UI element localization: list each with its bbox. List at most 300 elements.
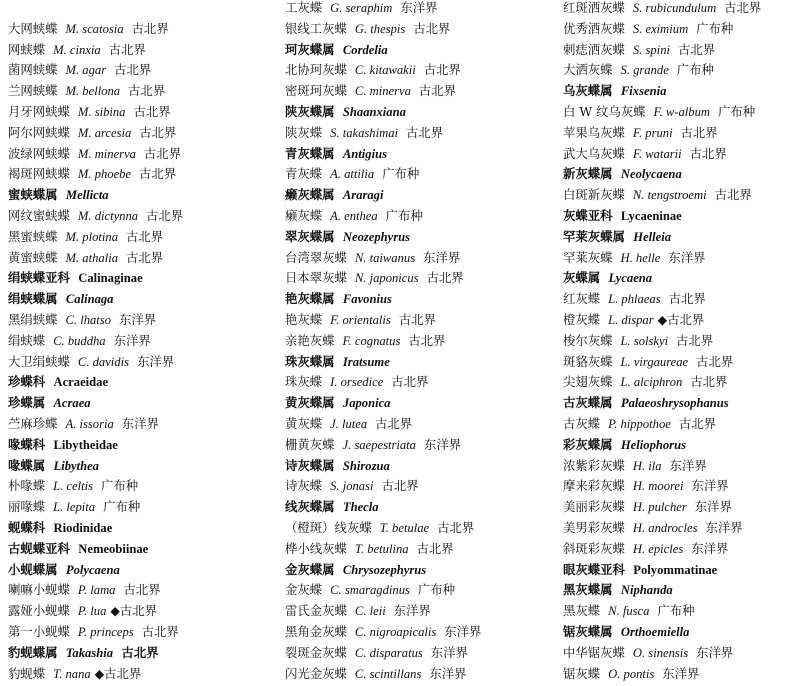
species-row: [563, 664, 808, 685]
chinese-name: 美男彩灰蝶: [563, 519, 625, 535]
distribution-region: 东洋界: [691, 540, 729, 556]
distribution-region: 广布种: [717, 103, 756, 119]
taxon-heading-row: [563, 206, 808, 227]
taxon-heading-row: [285, 144, 555, 165]
species-row: [563, 352, 808, 373]
chinese-name: 线灰蝶属: [285, 499, 335, 515]
distribution-region: 广布种: [100, 478, 139, 494]
chinese-name: 武大乌灰蝶: [563, 145, 625, 161]
species-row: [8, 414, 280, 435]
distribution-region: 古北界: [131, 20, 169, 36]
chinese-name: 喇嘛小蚬蝶: [8, 582, 70, 598]
distribution-region: 东洋界: [118, 311, 157, 327]
scientific-name: Shirozua: [342, 458, 390, 473]
distribution-region: 古北界: [668, 291, 706, 307]
chinese-name: 梭尔灰蝶: [563, 332, 613, 348]
species-row: [285, 164, 555, 185]
scientific-name: L. virgaureae: [620, 354, 689, 369]
species-row: [8, 81, 280, 102]
distribution-region: 东洋界: [444, 623, 482, 639]
chinese-name: 古蚬蝶亚科: [8, 540, 70, 556]
taxon-latin-name: Polyommatinae: [633, 562, 718, 577]
scientific-name: S. takashimai: [330, 125, 398, 140]
scientific-name: M. minerva: [77, 146, 136, 161]
scientific-name: H. ila: [632, 458, 662, 473]
species-row: [285, 60, 555, 81]
taxon-heading-row: [8, 435, 280, 456]
distribution-region: 古北界: [677, 41, 716, 57]
chinese-name: 网纹蜜蛱蝶: [8, 207, 70, 223]
chinese-name: 摩来彩灰蝶: [563, 478, 625, 494]
scientific-name: P. hippothoe: [608, 416, 671, 431]
taxon-heading-row: [285, 560, 555, 581]
distribution-region: 东洋界: [121, 415, 159, 431]
species-row: [285, 310, 555, 331]
taxon-heading-row: [8, 393, 280, 414]
taxon-heading-row: [8, 185, 280, 206]
distribution-region: 古北界: [398, 311, 436, 327]
scientific-name: M. dictynna: [77, 208, 139, 223]
chinese-name: 桦小线灰蝶: [285, 540, 347, 556]
chinese-name: 阿尔网蛱蝶: [8, 124, 70, 140]
species-row: [563, 476, 808, 497]
chinese-name: 美丽彩灰蝶: [563, 499, 625, 515]
scientific-name: L. phlaeas: [608, 292, 661, 307]
chinese-name: 罕莱灰蝶: [563, 249, 613, 265]
species-row: [8, 580, 280, 601]
distribution-region: 古北界: [413, 20, 451, 36]
taxon-latin-name: Nemeobiinae: [78, 541, 149, 556]
taxon-heading-row: [285, 40, 555, 61]
taxon-heading-row: [8, 372, 280, 393]
scientific-name: C. leii: [354, 604, 386, 619]
chinese-name: 珂灰蝶属: [285, 41, 335, 57]
scientific-name: Libythea: [53, 458, 99, 473]
chinese-name: 锯灰蝶: [563, 665, 601, 681]
chinese-name: 尖翅灰蝶: [563, 374, 613, 390]
chinese-name: 红灰蝶: [563, 291, 601, 307]
distribution-region: 古北界: [426, 270, 464, 286]
species-row: [285, 539, 555, 560]
chinese-name: 绢蛱蝶: [8, 332, 46, 348]
distribution-region: 广布种: [657, 603, 695, 619]
distribution-region: 古北界: [139, 124, 177, 140]
scientific-name: F. pruni: [632, 125, 673, 140]
species-row: [8, 144, 280, 165]
taxon-heading-row: [8, 560, 280, 581]
scientific-name: S. grande: [620, 63, 669, 78]
scientific-name: C. minerva: [354, 84, 411, 99]
chinese-name: 黑灰蝶: [563, 603, 601, 619]
taxon-heading-row: [563, 393, 808, 414]
chinese-name: 古灰蝶属: [563, 395, 613, 411]
taxon-heading-row: [8, 289, 280, 310]
species-row: [285, 622, 555, 643]
scientific-name: N. japonicus: [354, 271, 419, 286]
chinese-name: 朴喙蝶: [8, 478, 46, 494]
chinese-name: 眼灰蝶亚科: [563, 561, 625, 577]
chinese-name: 艳灰蝶属: [285, 291, 335, 307]
distribution-region: 古北界: [678, 415, 716, 431]
scientific-name: Heliophorus: [620, 437, 686, 452]
chinese-name: 绢蛱蝶属: [8, 291, 58, 307]
species-row: [563, 0, 808, 19]
chinese-name: 橙灰蝶: [563, 311, 601, 327]
chinese-name: 斜斑彩灰蝶: [563, 540, 625, 556]
species-row: [563, 331, 808, 352]
scientific-name: C. nigroapicalis: [354, 624, 437, 639]
taxon-heading-row: [563, 227, 808, 248]
chinese-name: 月牙网蛱蝶: [8, 103, 70, 119]
column-1: [8, 0, 280, 684]
scientific-name: F. cognatus: [342, 333, 401, 348]
scientific-name: F. watarii: [632, 146, 682, 161]
distribution-region: 古北界: [689, 145, 727, 161]
distribution-region: 东洋界: [691, 478, 729, 494]
species-row: [563, 19, 808, 40]
scientific-name: Thecla: [342, 500, 379, 515]
chinese-name: 新灰蝶属: [563, 166, 613, 182]
chinese-name: 白 W 纹乌灰蝶: [563, 103, 646, 119]
chinese-name: 豹蚬蝶属: [8, 644, 58, 660]
distribution-region: 古北界: [680, 124, 718, 140]
chinese-name: 小蚬蝶属: [8, 561, 58, 577]
scientific-name: F. orientalis: [330, 312, 391, 327]
scientific-name: H. helle: [620, 250, 661, 265]
scientific-name: C. lhatso: [65, 312, 112, 327]
species-row: [285, 664, 555, 685]
scientific-name: L. alciphron: [620, 375, 683, 390]
distribution-region: 古北界: [676, 332, 714, 348]
chinese-name: 雷氏金灰蝶: [285, 603, 347, 619]
distribution-region: 东洋界: [696, 644, 734, 660]
column-2: [285, 0, 555, 684]
chinese-name: 露娅小蚬蝶: [8, 603, 70, 619]
chinese-name: 大洒灰蝶: [563, 62, 613, 78]
distribution-region: 古北界: [139, 166, 177, 182]
scientific-name: S. rubicundulum: [632, 1, 717, 15]
distribution-region: 古北界: [125, 249, 164, 265]
scientific-name: M. phoebe: [77, 167, 132, 182]
chinese-name: 金灰蝶属: [285, 561, 335, 577]
chinese-name: 灰蝶属: [563, 270, 601, 286]
chinese-name: 苹果乌灰蝶: [563, 124, 625, 140]
scientific-name: N. taiwanus: [354, 250, 416, 265]
scientific-name: Mellicta: [65, 188, 109, 203]
scientific-name: I. orsedice: [330, 375, 384, 390]
species-row: [563, 643, 808, 664]
chinese-name: 癞灰蝶: [285, 207, 323, 223]
chinese-name: 黑灰蝶属: [563, 582, 613, 598]
scientific-name: M. cinxia: [53, 42, 101, 57]
distribution-region: 古北界: [408, 332, 446, 348]
species-row: [285, 435, 555, 456]
scientific-name: Acraea: [53, 396, 91, 411]
distribution-region: 东洋界: [423, 436, 462, 452]
distribution-region: ◆古北界: [94, 665, 142, 681]
chinese-name: 日本翠灰蝶: [285, 270, 347, 286]
chinese-name: 陕灰蝶属: [285, 103, 335, 119]
scientific-name: O. pontis: [608, 666, 655, 681]
species-row: [563, 185, 808, 206]
scientific-name: A. enthea: [330, 208, 378, 223]
distribution-region: 东洋界: [705, 519, 743, 535]
distribution-region: 广布种: [103, 499, 141, 515]
chinese-name: 黄灰蝶属: [285, 395, 335, 411]
distribution-region: 广布种: [385, 207, 423, 223]
scientific-name: Helleia: [633, 229, 672, 244]
chinese-name: 闪光金灰蝶: [285, 665, 347, 681]
scientific-name: N. tengstroemi: [632, 188, 707, 203]
scientific-name: F. w-album: [653, 104, 710, 119]
species-row: [285, 372, 555, 393]
chinese-name: 刺痣洒灰蝶: [563, 41, 625, 57]
species-row: [8, 164, 280, 185]
chinese-name: 兰网蛱蝶: [8, 83, 58, 99]
scientific-name: O. sinensis: [632, 645, 689, 660]
taxon-heading-row: [563, 622, 808, 643]
species-row: [8, 601, 280, 622]
species-row: [8, 0, 280, 19]
distribution-region: 东洋界: [423, 249, 461, 265]
chinese-name: 灰蝶亚科: [563, 207, 613, 223]
chinese-name: 白斑新灰蝶: [563, 187, 625, 203]
chinese-name: 珠灰蝶: [285, 374, 323, 390]
distribution-region: 古北界: [405, 124, 444, 140]
chinese-name: 优秀洒灰蝶: [563, 20, 625, 36]
chinese-name: 密斑珂灰蝶: [285, 83, 347, 99]
chinese-name: 蚬蝶科: [8, 519, 46, 535]
distribution-region: 古北界: [128, 83, 166, 99]
scientific-name: M. agar: [65, 63, 107, 78]
chinese-name: 古灰蝶: [563, 415, 601, 431]
taxon-heading-row: [563, 580, 808, 601]
chinese-name: 栅黄灰蝶: [285, 436, 335, 452]
species-row: [285, 248, 555, 269]
distribution-region: 古北界: [690, 374, 728, 390]
chinese-name: 绢蛱蝶亚科: [8, 270, 70, 286]
scientific-name: C. davidis: [77, 354, 129, 369]
scientific-name: C. buddha: [53, 333, 106, 348]
distribution-region: ◆古北界: [657, 311, 705, 327]
chinese-name: 诗灰蝶属: [285, 457, 335, 473]
species-row: [285, 331, 555, 352]
scientific-name: Shaanxiana: [342, 104, 406, 119]
chinese-name: 工灰蝶: [285, 0, 323, 15]
scientific-name: Fixsenia: [620, 84, 667, 99]
species-row: [285, 268, 555, 289]
species-row: [285, 643, 555, 664]
taxon-heading-row: [563, 560, 808, 581]
chinese-name: 罕莱灰蝶属: [563, 228, 625, 244]
taxon-heading-row: [8, 518, 280, 539]
species-row: [563, 289, 808, 310]
scientific-name: A. issoria: [65, 416, 114, 431]
species-row: [563, 539, 808, 560]
distribution-region: 古北界: [125, 228, 164, 244]
scientific-name: Polycaena: [65, 562, 120, 577]
scientific-name: H. moorei: [632, 479, 684, 494]
scientific-name: H. pulcher: [632, 500, 687, 515]
distribution-region: 东洋界: [694, 499, 732, 515]
species-row: [8, 40, 280, 61]
scientific-name: P. princeps: [77, 624, 134, 639]
species-row: [8, 310, 280, 331]
species-row: [285, 518, 555, 539]
species-row: [285, 0, 555, 19]
distribution-region: 古北界: [714, 187, 752, 203]
chinese-name: 波绿网蛱蝶: [8, 145, 70, 161]
scientific-name: Orthoemiella: [620, 624, 690, 639]
taxon-heading-row: [8, 456, 280, 477]
taxon-heading-row: [285, 227, 555, 248]
species-row: [563, 310, 808, 331]
chinese-name: 彩灰蝶属: [563, 436, 613, 452]
species-row: [8, 497, 280, 518]
chinese-name: 菌网蛱蝶: [8, 62, 58, 78]
distribution-region: 广布种: [417, 582, 456, 598]
scientific-name: Araragi: [342, 188, 384, 203]
species-row: [563, 518, 808, 539]
chinese-name: 台湾翠灰蝶: [285, 249, 347, 265]
species-row: [8, 19, 280, 40]
scientific-name: Lycaena: [608, 271, 653, 286]
scientific-name: T. betulina: [354, 541, 409, 556]
species-row: [285, 206, 555, 227]
scientific-name: Takashia: [65, 645, 114, 660]
chinese-name: 癞灰蝶属: [285, 187, 335, 203]
chinese-name: 蜜蛱蝶属: [8, 187, 58, 203]
scientific-name: Japonica: [342, 396, 391, 411]
scientific-name: S. spini: [632, 42, 670, 57]
scientific-name: N. fusca: [608, 604, 650, 619]
chinese-name: 黄灰蝶: [285, 415, 323, 431]
distribution-region: 东洋界: [668, 249, 706, 265]
chinese-name: 乌灰蝶属: [563, 83, 613, 99]
species-row: [563, 601, 808, 622]
scientific-name: C. smaragdinus: [330, 583, 410, 598]
chinese-name: 裂斑金灰蝶: [285, 644, 347, 660]
distribution-region: 古北界: [375, 415, 413, 431]
scientific-name: C. kitawakii: [354, 63, 416, 78]
distribution-region: ◆古北界: [110, 603, 158, 619]
scientific-name: J. saepestriata: [342, 437, 416, 452]
chinese-name: 珍蝶科: [8, 374, 46, 390]
species-row: [563, 102, 808, 123]
scientific-name: M. athalia: [65, 250, 118, 265]
chinese-name: 亲艳灰蝶: [285, 332, 335, 348]
distribution-region: 古北界: [121, 644, 159, 660]
species-row: [563, 414, 808, 435]
distribution-region: 东洋界: [136, 353, 175, 369]
taxon-heading-row: [563, 164, 808, 185]
taxon-heading-row: [285, 456, 555, 477]
taxon-heading-row: [285, 497, 555, 518]
taxon-latin-name: Riodinidae: [53, 520, 113, 535]
species-row: [8, 622, 280, 643]
taxon-heading-row: [8, 539, 280, 560]
scientific-name: M. scatosia: [65, 21, 124, 36]
chinese-name: 黑蜜蛱蝶: [8, 228, 58, 244]
distribution-region: 广布种: [382, 166, 420, 182]
species-row: [8, 476, 280, 497]
chinese-name: 网蛱蝶: [8, 41, 46, 57]
distribution-region: 古北界: [696, 353, 734, 369]
scientific-name: Iratsume: [342, 354, 390, 369]
chinese-name: 第一小蚬蝶: [8, 623, 70, 639]
species-row: [285, 580, 555, 601]
chinese-name: 陕灰蝶: [285, 124, 323, 140]
scientific-name: T. nana: [53, 666, 91, 681]
scientific-name: L. solskyi: [620, 333, 669, 348]
distribution-region: 古北界: [123, 582, 161, 598]
distribution-region: 东洋界: [400, 0, 438, 15]
species-row: [285, 19, 555, 40]
chinese-name: 青灰蝶属: [285, 145, 335, 161]
chinese-name: 青灰蝶: [285, 166, 323, 182]
species-row: [8, 664, 280, 685]
taxon-heading-row: [285, 102, 555, 123]
chinese-name: 喙蝶属: [8, 457, 46, 473]
chinese-name: （橙斑）线灰蝶: [285, 519, 372, 535]
scientific-name: S. jonasi: [330, 479, 374, 494]
taxon-heading-row: [8, 268, 280, 289]
distribution-region: 东洋界: [430, 644, 468, 660]
species-row: [8, 102, 280, 123]
distribution-region: 古北界: [114, 62, 152, 78]
chinese-name: 苎麻珍蝶: [8, 415, 58, 431]
species-row: [285, 601, 555, 622]
species-row: [285, 81, 555, 102]
scientific-name: L. lepita: [53, 500, 96, 515]
distribution-region: 广布种: [696, 20, 734, 36]
distribution-region: 古北界: [437, 519, 475, 535]
chinese-name: 北协珂灰蝶: [285, 62, 347, 78]
chinese-name: 翠灰蝶属: [285, 228, 335, 244]
species-row: [563, 372, 808, 393]
distribution-region: 古北界: [133, 103, 171, 119]
distribution-region: 古北界: [143, 145, 182, 161]
species-row: [8, 60, 280, 81]
scientific-name: H. epicles: [632, 541, 684, 556]
chinese-name: 黑绢蛱蝶: [8, 311, 58, 327]
taxon-heading-row: [285, 185, 555, 206]
chinese-name: 珠灰蝶属: [285, 353, 335, 369]
taxon-heading-row: [8, 643, 280, 664]
scientific-name: Neozephyrus: [342, 229, 411, 244]
column-3: [563, 0, 808, 684]
distribution-region: 古北界: [146, 207, 184, 223]
chinese-name: 黄蜜蛱蝶: [8, 249, 58, 265]
scientific-name: S. eximium: [632, 21, 689, 36]
chinese-name: 中华锯灰蝶: [563, 644, 625, 660]
species-row: [563, 144, 808, 165]
chinese-name: 豹蚬蝶: [8, 665, 46, 681]
chinese-name: 大卫绢蛱蝶: [8, 353, 70, 369]
distribution-region: 广布种: [676, 62, 714, 78]
scientific-name: Palaeoshrysophanus: [620, 396, 729, 411]
scientific-name: M. arcesia: [77, 125, 132, 140]
species-row: [8, 331, 280, 352]
chinese-name: 红斑洒灰蝶: [563, 0, 625, 15]
species-row: [8, 248, 280, 269]
scientific-name: G. seraphim: [330, 1, 393, 15]
taxon-heading-row: [563, 435, 808, 456]
species-row: [563, 456, 808, 477]
scientific-name: L. celtis: [53, 479, 94, 494]
taxon-latin-name: Calinaginae: [78, 271, 143, 286]
distribution-region: 古北界: [108, 41, 146, 57]
